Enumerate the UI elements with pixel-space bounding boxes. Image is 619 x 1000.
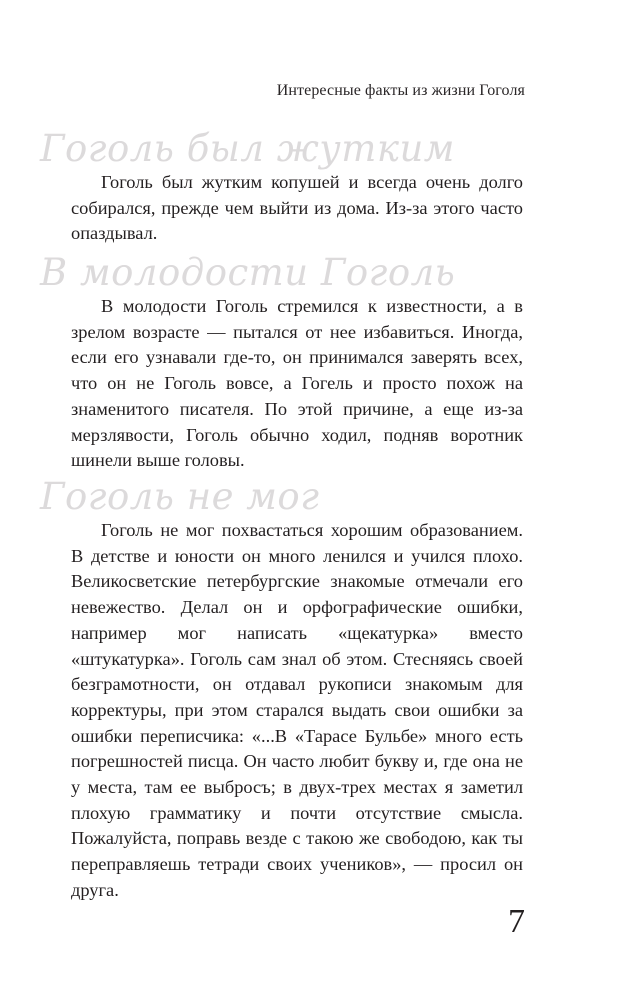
decorative-heading-1: Гоголь был жутким bbox=[40, 127, 455, 170]
decorative-heading-3: Гоголь не мог bbox=[40, 475, 320, 518]
paragraph-section-3 bbox=[71, 518, 523, 904]
running-header: Интересные факты из жизни Гоголя bbox=[276, 82, 525, 99]
decorative-heading-2: В молодости Гоголь bbox=[40, 251, 456, 294]
paragraph-3: Гоголь не мог похвастаться хорошим образованием. В детстве и юности он много ленился и учился плохо. Великосветские петербургские знакомые отмечали его невежество. Делал он и орфографические ошибки, например мог написать «щекатурка» вместо «штукатурка». Гоголь сам знал об этом. Стесняясь своей безграмотности, он отдавал рукописи знакомым для корректуры, при этом старался выдать свои ошибки за ошибки переписчика: «...В «Тарасе Бульбе» много есть погрешностей писца. Он часто любит букву и, где она не у места, там ее выбросъ; в двух-трех местах я заметил плохую грамматику и почти отсутствие смысла. Пожалуйста, поправь везде с такою же свободою, как ты переправляешь тетради своих учеников», — просил он друга. bbox=[71, 520, 523, 900]
paragraph-1: Гоголь был жутким копушей и всегда очень долго собирался, прежде чем выйти из дома. Из-за этого часто опаздывал. bbox=[71, 172, 523, 244]
page-number: 7 bbox=[508, 903, 525, 940]
paragraph-section-1 bbox=[71, 170, 523, 247]
paragraph-section-2 bbox=[71, 294, 523, 474]
paragraph-2: В молодости Гоголь стремился к известности, а в зрелом возрасте — пытался от нее избавиться. Иногда, если его узнавали где-то, он принимался заверять всех, что он не Гоголь вовсе, а Гогель и просто похож на знаменитого писателя. По этой причине, а еще из-за мерзлявости, Гоголь обычно ходил, подняв воротник шинели выше головы. bbox=[71, 296, 523, 471]
